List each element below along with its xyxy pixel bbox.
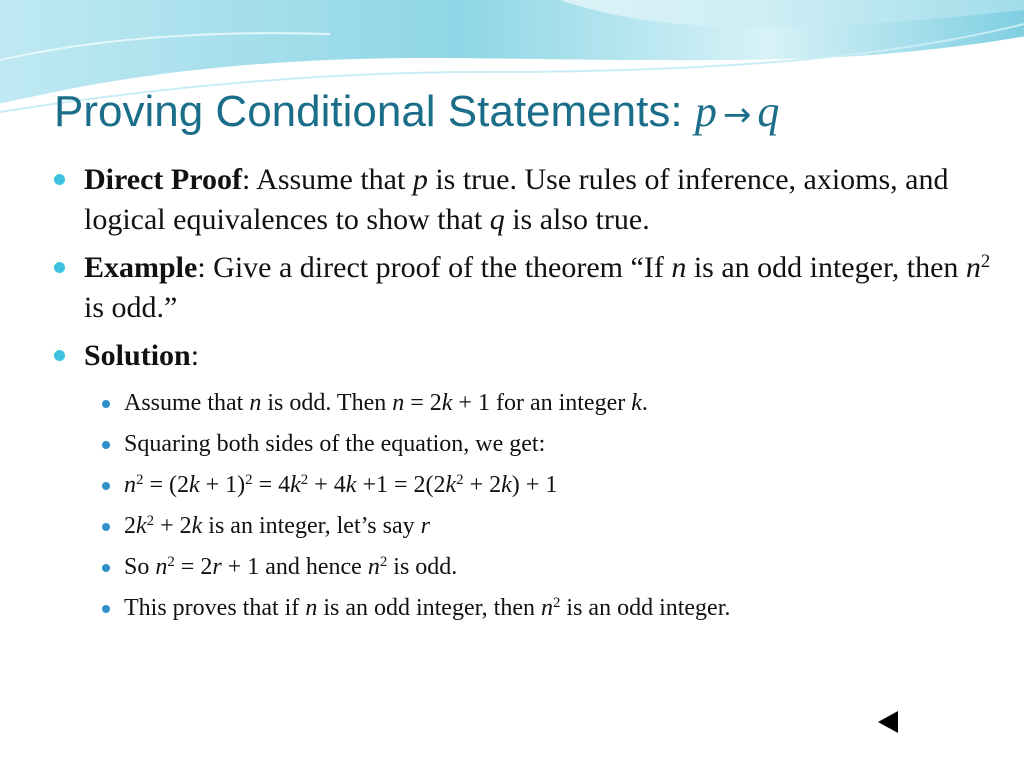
back-triangle-icon [876, 709, 898, 735]
text: = (2 [143, 472, 189, 498]
bullet-text: is true. Use rules of inference, axioms, and logical equivalences to show that [84, 163, 949, 236]
math-var: n [249, 390, 262, 416]
math-var: k [188, 472, 200, 498]
text: + 1 and hence [221, 554, 368, 580]
math-var: k [441, 390, 453, 416]
text: + 2 [154, 513, 192, 539]
math-var: k [191, 513, 203, 539]
text: +1 = 2(2 [356, 472, 446, 498]
bullet-label: Example [84, 251, 198, 284]
sub-bullet-dot-icon [102, 441, 110, 449]
text: is an odd integer. [560, 595, 731, 621]
exponent: 2 [167, 553, 175, 570]
math-var: n [540, 595, 553, 621]
text: is odd. [387, 554, 458, 580]
sub-bullet-dot-icon [102, 523, 110, 531]
exponent: 2 [146, 512, 155, 529]
text: = 4 [252, 472, 291, 498]
math-var: p [412, 163, 428, 196]
sub-bullet-so [96, 552, 1004, 582]
sub-bullet-dot-icon [102, 482, 110, 490]
math-var: n [367, 554, 380, 580]
bullet-dot-icon [54, 174, 65, 185]
exponent: 2 [980, 250, 991, 272]
math-var: n [965, 251, 981, 284]
math-var: k [445, 472, 457, 498]
text: Squaring both sides of the equation, we get: [124, 431, 546, 457]
slide-title [54, 88, 779, 136]
math-var: q [489, 203, 505, 236]
bullet-text: is also true. [504, 203, 650, 236]
exponent: 2 [379, 553, 388, 570]
math-var: k [345, 472, 357, 498]
text: = 2 [174, 554, 213, 580]
bullet-direct-proof [54, 160, 1004, 240]
exponent: 2 [245, 471, 253, 488]
title-var-q: q [757, 87, 780, 136]
math-var: n [392, 390, 405, 416]
bullet-text: : [190, 339, 200, 372]
math-var: n [305, 595, 318, 621]
text: . [641, 390, 648, 416]
math-var: n [671, 251, 687, 284]
exponent: 2 [136, 471, 144, 488]
bullet-text: is odd.” [84, 291, 178, 324]
text: + 1 for an integer [452, 390, 632, 416]
bullet-text: is an odd integer, then [686, 251, 966, 284]
sub-bullet-assume [96, 388, 1004, 418]
sub-bullet-dot-icon [102, 605, 110, 613]
text: ) + 1 [511, 472, 558, 498]
text: This proves that if [124, 595, 306, 621]
bullet-example [54, 248, 1004, 328]
bullet-label: Solution [84, 339, 191, 372]
text: = 2 [404, 390, 442, 416]
title-var-p: p [694, 87, 717, 136]
bullet-dot-icon [54, 350, 65, 361]
bullet-solution [54, 336, 1004, 376]
text: + 1) [199, 472, 246, 498]
text: 2 [124, 513, 136, 539]
text: is an odd integer, then [317, 595, 541, 621]
sub-bullet-dot-icon [102, 564, 110, 572]
sub-bullet-integer [96, 511, 1004, 541]
text: Assume that [124, 390, 250, 416]
bullet-text: : Give a direct proof of the theorem “If [197, 251, 672, 284]
math-var: r [420, 513, 430, 539]
text: So [124, 554, 156, 580]
sub-bullet-squaring [96, 429, 1004, 459]
bullet-dot-icon [54, 262, 65, 273]
exponent: 2 [456, 471, 464, 488]
math-var: k [631, 390, 642, 416]
back-button[interactable] [876, 709, 898, 735]
text: + 4 [308, 472, 346, 498]
math-var: r [212, 554, 222, 580]
sub-bullet-conclusion [96, 593, 1004, 623]
math-var: n [155, 554, 168, 580]
exponent: 2 [552, 594, 561, 611]
math-var: n [124, 472, 136, 498]
implies-arrow: → [722, 95, 752, 135]
exponent: 2 [300, 471, 309, 488]
sub-bullet-equation [96, 470, 1004, 500]
math-var: k [290, 472, 301, 498]
slide-body [54, 160, 1004, 634]
text: is odd. Then [261, 390, 393, 416]
text: + 2 [463, 472, 502, 498]
math-var: k [136, 513, 147, 539]
text: is an integer, let’s say [202, 513, 421, 539]
bullet-text: : Assume that [241, 163, 413, 196]
math-var: k [501, 472, 512, 498]
bullet-label: Direct Proof [84, 163, 242, 196]
slide-title-text: Proving Conditional Statements: [54, 87, 683, 136]
sub-bullet-dot-icon [102, 400, 110, 408]
